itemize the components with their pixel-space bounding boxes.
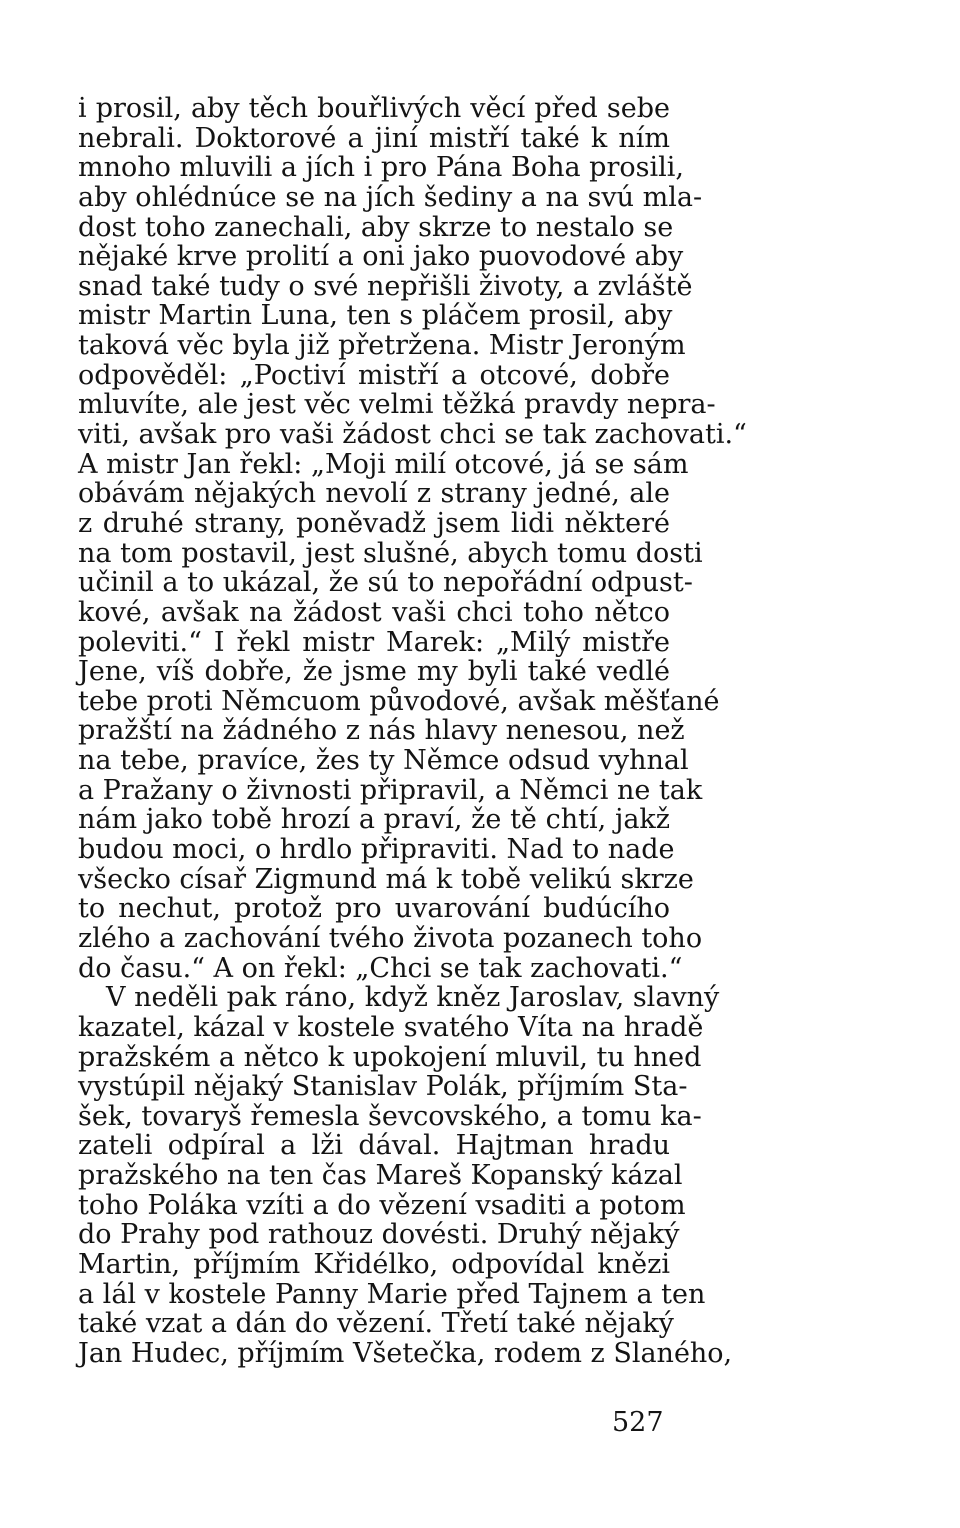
text-line: Jene, víš dobře, že jsme my byli také vedlé xyxy=(78,656,670,688)
text-line: mistr Martin Luna, ten s pláčem prosil, aby xyxy=(78,300,673,332)
text-line: kazatel, kázal v kostele svatého Víta na hradě xyxy=(78,1011,704,1043)
page-number: 527 xyxy=(612,1407,664,1438)
text-line: nebrali. Doktorové a jiní mistří také k ním xyxy=(78,122,670,154)
text-line: šek, tovaryš řemesla ševcovského, a tomu ka- xyxy=(78,1100,702,1132)
text-line: i prosil, aby těch bouřlivých věcí před sebe xyxy=(78,93,670,124)
text-line: viti, avšak pro vaši žádost chci se tak zachovati.“ xyxy=(78,419,747,451)
text-line: učinil a to ukázal, že sú to nepořádní odpust- xyxy=(78,567,693,599)
text-line: obávám nějakých nevolí z strany jedné, ale xyxy=(78,478,670,510)
text-line: aby ohlédnúce se na jích šediny a na svú mla- xyxy=(78,181,703,213)
text-line: kové, avšak na žádost vaši chci toho nětco xyxy=(78,596,670,628)
text-line: vystúpil nějaký Stanislav Polák, příjmím Sta- xyxy=(78,1071,688,1103)
text-line: všecko císař Zigmund má k tobě velikú skrze xyxy=(78,863,694,895)
text-line: pražští na žádného z nás hlavy nenesou, než xyxy=(78,715,685,747)
text-line: a lál v kostele Panny Marie před Tajnem a ten xyxy=(78,1278,706,1310)
text-line: budou moci, o hrdlo připraviti. Nad to nade xyxy=(78,834,675,866)
text-line: zlého a zachování tvého života pozanech toho xyxy=(78,922,703,954)
text-line: také vzat a dán do vězení. Třetí také nějaký xyxy=(78,1308,674,1340)
text-line: na tebe, pravíce, žes ty Němce odsud vyhnal xyxy=(78,745,689,777)
text-line: mnoho mluvili a jích i pro Pána Boha prosili, xyxy=(78,152,684,184)
text-line: zateli odpíral a lži dával. Hajtman hradu xyxy=(78,1130,670,1162)
text-line: nám jako tobě hrozí a praví, že tě chtí, jakž xyxy=(78,804,670,836)
text-line: A mistr Jan řekl: „Moji milí otcové, já se sám xyxy=(78,448,689,480)
paragraph-end-line: do času.“ A on řekl: „Chci se tak zachovati.“ xyxy=(78,952,683,984)
text-line: Martin, příjmím Křidélko, odpovídal knězi xyxy=(78,1248,670,1280)
text-line: odpověděl: „Poctiví mistří a otcové, dobře xyxy=(78,359,670,391)
text-line: do Prahy pod rathouz dovésti. Druhý nějaký xyxy=(78,1219,680,1251)
text-line: pražském a nětco k upokojení mluvil, tu hned xyxy=(78,1041,702,1073)
text-line: mluvíte, ale jest věc velmi těžká pravdy nepra- xyxy=(78,389,716,421)
text-line: to nechut, protož pro uvarování budúcího xyxy=(78,893,670,925)
body-text xyxy=(78,93,747,1369)
text-line: tebe proti Němcuom původové, avšak měšťané xyxy=(78,685,720,717)
text-line: poleviti.“ I řekl mistr Marek: „Milý mistře xyxy=(78,626,670,658)
text-line: z druhé strany, poněvadž jsem lidi některé xyxy=(78,507,670,539)
text-line: dost toho zanechali, aby skrze to nestalo se xyxy=(78,211,674,243)
text-line: Jan Hudec, příjmím Všetečka, rodem z Slaného, xyxy=(78,1337,733,1369)
text-line: pražského na ten čas Mareš Kopanský kázal xyxy=(78,1160,683,1192)
text-line: taková věc byla již přetržena. Mistr Jeroným xyxy=(78,330,686,362)
text-line: a Pražany o živnosti připravil, a Němci ne tak xyxy=(78,774,703,806)
paragraph-start-line: V neděli pak ráno, když kněz Jaroslav, slavný xyxy=(106,982,720,1014)
text-line: snad také tudy o své nepřišli životy, a zvláště xyxy=(78,270,693,302)
text-line: nějaké krve prolití a oni jako puovodové aby xyxy=(78,241,684,273)
text-line: toho Poláka vzíti a do vězení vsaditi a potom xyxy=(78,1189,686,1221)
text-line: na tom postavil, jest slušné, abych tomu dosti xyxy=(78,537,703,569)
